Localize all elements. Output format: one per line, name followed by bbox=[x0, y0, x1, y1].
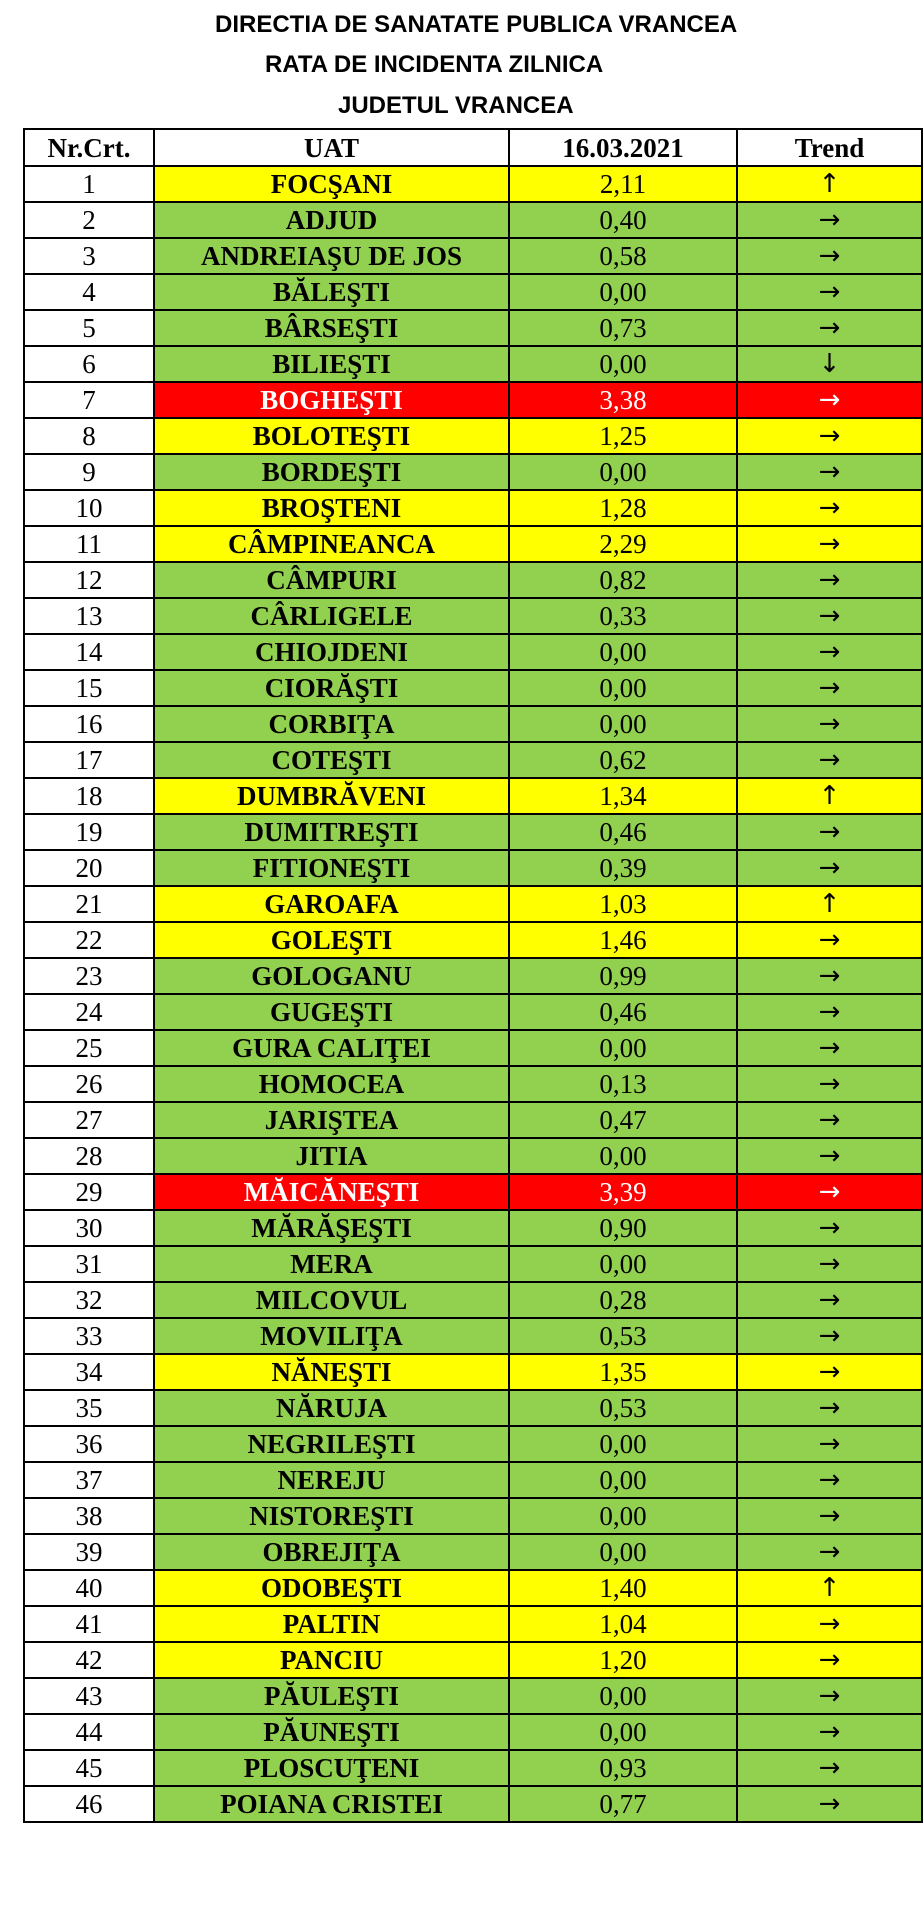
table-row bbox=[24, 526, 922, 562]
row-number: 11 bbox=[24, 526, 154, 562]
trend-arrow-icon: → bbox=[737, 1066, 922, 1102]
row-number: 15 bbox=[24, 670, 154, 706]
trend-arrow-icon: ↓ bbox=[737, 346, 922, 382]
incidence-value: 0,40 bbox=[509, 202, 737, 238]
incidence-table bbox=[23, 128, 923, 1823]
uat-name: OBREJIŢA bbox=[154, 1534, 509, 1570]
incidence-value: 0,00 bbox=[509, 1138, 737, 1174]
incidence-value: 0,28 bbox=[509, 1282, 737, 1318]
row-number: 32 bbox=[24, 1282, 154, 1318]
uat-name: CHIOJDENI bbox=[154, 634, 509, 670]
incidence-value: 3,38 bbox=[509, 382, 737, 418]
incidence-value: 0,00 bbox=[509, 1462, 737, 1498]
row-number: 12 bbox=[24, 562, 154, 598]
county-title: JUDETUL VRANCEA bbox=[338, 92, 574, 119]
incidence-value: 0,53 bbox=[509, 1390, 737, 1426]
uat-name: NISTOREŞTI bbox=[154, 1498, 509, 1534]
incidence-value: 0,47 bbox=[509, 1102, 737, 1138]
trend-arrow-icon: → bbox=[737, 1210, 922, 1246]
row-number: 27 bbox=[24, 1102, 154, 1138]
incidence-value: 1,46 bbox=[509, 922, 737, 958]
uat-name: CORBIŢA bbox=[154, 706, 509, 742]
trend-arrow-icon: → bbox=[737, 1354, 922, 1390]
table-row bbox=[24, 310, 922, 346]
trend-arrow-icon: → bbox=[737, 1786, 922, 1822]
incidence-value: 1,35 bbox=[509, 1354, 737, 1390]
uat-name: COTEŞTI bbox=[154, 742, 509, 778]
row-number: 28 bbox=[24, 1138, 154, 1174]
column-header-uat: UAT bbox=[154, 129, 509, 166]
uat-name: BÂRSEŞTI bbox=[154, 310, 509, 346]
uat-name: POIANA CRISTEI bbox=[154, 1786, 509, 1822]
table-row bbox=[24, 922, 922, 958]
trend-arrow-icon: → bbox=[737, 490, 922, 526]
incidence-value: 0,00 bbox=[509, 1714, 737, 1750]
document-header bbox=[0, 0, 924, 122]
incidence-value: 0,33 bbox=[509, 598, 737, 634]
incidence-value: 0,39 bbox=[509, 850, 737, 886]
table-row bbox=[24, 994, 922, 1030]
table-row bbox=[24, 1030, 922, 1066]
trend-arrow-icon: → bbox=[737, 958, 922, 994]
uat-name: JITIA bbox=[154, 1138, 509, 1174]
table-row bbox=[24, 1750, 922, 1786]
trend-arrow-icon: → bbox=[737, 562, 922, 598]
row-number: 44 bbox=[24, 1714, 154, 1750]
table-row bbox=[24, 1282, 922, 1318]
uat-name: ANDREIAŞU DE JOS bbox=[154, 238, 509, 274]
incidence-value: 0,99 bbox=[509, 958, 737, 994]
table-row bbox=[24, 202, 922, 238]
trend-arrow-icon: → bbox=[737, 1030, 922, 1066]
incidence-value: 1,03 bbox=[509, 886, 737, 922]
incidence-value: 0,00 bbox=[509, 1498, 737, 1534]
row-number: 43 bbox=[24, 1678, 154, 1714]
uat-name: BĂLEŞTI bbox=[154, 274, 509, 310]
incidence-value: 0,00 bbox=[509, 706, 737, 742]
uat-name: PALTIN bbox=[154, 1606, 509, 1642]
uat-name: ADJUD bbox=[154, 202, 509, 238]
incidence-value: 1,34 bbox=[509, 778, 737, 814]
uat-name: MILCOVUL bbox=[154, 1282, 509, 1318]
table-row bbox=[24, 1606, 922, 1642]
uat-name: MOVILIŢA bbox=[154, 1318, 509, 1354]
trend-arrow-icon: → bbox=[737, 634, 922, 670]
institution-title: DIRECTIA DE SANATATE PUBLICA VRANCEA bbox=[215, 11, 738, 38]
row-number: 21 bbox=[24, 886, 154, 922]
row-number: 17 bbox=[24, 742, 154, 778]
trend-arrow-icon: ↑ bbox=[737, 778, 922, 814]
table-row bbox=[24, 778, 922, 814]
incidence-value: 0,58 bbox=[509, 238, 737, 274]
table-row bbox=[24, 850, 922, 886]
uat-name: HOMOCEA bbox=[154, 1066, 509, 1102]
row-number: 5 bbox=[24, 310, 154, 346]
incidence-value: 0,00 bbox=[509, 1246, 737, 1282]
trend-arrow-icon: → bbox=[737, 454, 922, 490]
row-number: 41 bbox=[24, 1606, 154, 1642]
uat-name: PĂULEŞTI bbox=[154, 1678, 509, 1714]
incidence-value: 0,93 bbox=[509, 1750, 737, 1786]
incidence-value: 1,40 bbox=[509, 1570, 737, 1606]
incidence-value: 0,53 bbox=[509, 1318, 737, 1354]
table-row bbox=[24, 1642, 922, 1678]
trend-arrow-icon: → bbox=[737, 1246, 922, 1282]
uat-name: DUMBRĂVENI bbox=[154, 778, 509, 814]
row-number: 34 bbox=[24, 1354, 154, 1390]
table-row bbox=[24, 634, 922, 670]
trend-arrow-icon: → bbox=[737, 1138, 922, 1174]
incidence-value: 0,62 bbox=[509, 742, 737, 778]
row-number: 18 bbox=[24, 778, 154, 814]
row-number: 13 bbox=[24, 598, 154, 634]
trend-arrow-icon: → bbox=[737, 1498, 922, 1534]
trend-arrow-icon: → bbox=[737, 1678, 922, 1714]
row-number: 6 bbox=[24, 346, 154, 382]
trend-arrow-icon: → bbox=[737, 1714, 922, 1750]
uat-name: PĂUNEŞTI bbox=[154, 1714, 509, 1750]
incidence-value: 2,29 bbox=[509, 526, 737, 562]
incidence-value: 0,00 bbox=[509, 454, 737, 490]
row-number: 10 bbox=[24, 490, 154, 526]
uat-name: MĂICĂNEŞTI bbox=[154, 1174, 509, 1210]
table-row bbox=[24, 670, 922, 706]
uat-name: CÂRLIGELE bbox=[154, 598, 509, 634]
table-header-row bbox=[24, 129, 922, 166]
table-row bbox=[24, 562, 922, 598]
row-number: 35 bbox=[24, 1390, 154, 1426]
uat-name: GOLEŞTI bbox=[154, 922, 509, 958]
row-number: 2 bbox=[24, 202, 154, 238]
uat-name: ODOBEŞTI bbox=[154, 1570, 509, 1606]
row-number: 30 bbox=[24, 1210, 154, 1246]
table-row bbox=[24, 1318, 922, 1354]
incidence-value: 0,00 bbox=[509, 1678, 737, 1714]
column-header-nr: Nr.Crt. bbox=[24, 129, 154, 166]
uat-name: BROŞTENI bbox=[154, 490, 509, 526]
trend-arrow-icon: → bbox=[737, 670, 922, 706]
uat-name: NEREJU bbox=[154, 1462, 509, 1498]
trend-arrow-icon: → bbox=[737, 526, 922, 562]
table-row bbox=[24, 814, 922, 850]
trend-arrow-icon: → bbox=[737, 922, 922, 958]
incidence-value: 1,20 bbox=[509, 1642, 737, 1678]
table-row bbox=[24, 166, 922, 202]
row-number: 38 bbox=[24, 1498, 154, 1534]
row-number: 42 bbox=[24, 1642, 154, 1678]
trend-arrow-icon: → bbox=[737, 1750, 922, 1786]
uat-name: DUMITREŞTI bbox=[154, 814, 509, 850]
trend-arrow-icon: → bbox=[737, 1282, 922, 1318]
trend-arrow-icon: → bbox=[737, 1174, 922, 1210]
row-number: 14 bbox=[24, 634, 154, 670]
table-row bbox=[24, 1498, 922, 1534]
table-row bbox=[24, 1246, 922, 1282]
row-number: 37 bbox=[24, 1462, 154, 1498]
table-row bbox=[24, 490, 922, 526]
incidence-value: 0,13 bbox=[509, 1066, 737, 1102]
trend-arrow-icon: → bbox=[737, 850, 922, 886]
incidence-value: 1,28 bbox=[509, 490, 737, 526]
trend-arrow-icon: ↑ bbox=[737, 886, 922, 922]
table-row bbox=[24, 454, 922, 490]
uat-name: MĂRĂŞEŞTI bbox=[154, 1210, 509, 1246]
trend-arrow-icon: → bbox=[737, 1318, 922, 1354]
uat-name: PANCIU bbox=[154, 1642, 509, 1678]
table-row bbox=[24, 346, 922, 382]
row-number: 1 bbox=[24, 166, 154, 202]
table-row bbox=[24, 274, 922, 310]
table-row bbox=[24, 238, 922, 274]
trend-arrow-icon: ↑ bbox=[737, 1570, 922, 1606]
uat-name: BOLOTEŞTI bbox=[154, 418, 509, 454]
incidence-value: 0,73 bbox=[509, 310, 737, 346]
incidence-value: 0,00 bbox=[509, 274, 737, 310]
uat-name: BORDEŞTI bbox=[154, 454, 509, 490]
uat-name: CÂMPINEANCA bbox=[154, 526, 509, 562]
table-row bbox=[24, 706, 922, 742]
table-row bbox=[24, 1462, 922, 1498]
uat-name: BILIEŞTI bbox=[154, 346, 509, 382]
incidence-value: 0,90 bbox=[509, 1210, 737, 1246]
uat-name: NEGRILEŞTI bbox=[154, 1426, 509, 1462]
incidence-value: 0,00 bbox=[509, 1030, 737, 1066]
table-row bbox=[24, 1102, 922, 1138]
row-number: 46 bbox=[24, 1786, 154, 1822]
row-number: 8 bbox=[24, 418, 154, 454]
incidence-value: 1,25 bbox=[509, 418, 737, 454]
row-number: 9 bbox=[24, 454, 154, 490]
table-row bbox=[24, 1174, 922, 1210]
table-row bbox=[24, 1066, 922, 1102]
trend-arrow-icon: ↑ bbox=[737, 166, 922, 202]
uat-name: GUGEŞTI bbox=[154, 994, 509, 1030]
incidence-value: 0,46 bbox=[509, 994, 737, 1030]
incidence-value: 0,00 bbox=[509, 1534, 737, 1570]
trend-arrow-icon: → bbox=[737, 706, 922, 742]
trend-arrow-icon: → bbox=[737, 742, 922, 778]
uat-name: GURA CALIŢEI bbox=[154, 1030, 509, 1066]
row-number: 40 bbox=[24, 1570, 154, 1606]
table-row bbox=[24, 418, 922, 454]
row-number: 33 bbox=[24, 1318, 154, 1354]
row-number: 39 bbox=[24, 1534, 154, 1570]
incidence-value: 0,46 bbox=[509, 814, 737, 850]
table-row bbox=[24, 886, 922, 922]
table-row bbox=[24, 1714, 922, 1750]
trend-arrow-icon: → bbox=[737, 1606, 922, 1642]
trend-arrow-icon: → bbox=[737, 1462, 922, 1498]
trend-arrow-icon: → bbox=[737, 994, 922, 1030]
incidence-value: 0,82 bbox=[509, 562, 737, 598]
uat-name: PLOSCUŢENI bbox=[154, 1750, 509, 1786]
trend-arrow-icon: → bbox=[737, 814, 922, 850]
row-number: 24 bbox=[24, 994, 154, 1030]
row-number: 22 bbox=[24, 922, 154, 958]
incidence-value: 3,39 bbox=[509, 1174, 737, 1210]
column-header-date: 16.03.2021 bbox=[509, 129, 737, 166]
table-row bbox=[24, 1534, 922, 1570]
row-number: 7 bbox=[24, 382, 154, 418]
row-number: 26 bbox=[24, 1066, 154, 1102]
trend-arrow-icon: → bbox=[737, 1426, 922, 1462]
row-number: 25 bbox=[24, 1030, 154, 1066]
uat-name: MERA bbox=[154, 1246, 509, 1282]
trend-arrow-icon: → bbox=[737, 310, 922, 346]
uat-name: CÂMPURI bbox=[154, 562, 509, 598]
trend-arrow-icon: → bbox=[737, 274, 922, 310]
incidence-value: 0,00 bbox=[509, 346, 737, 382]
trend-arrow-icon: → bbox=[737, 1642, 922, 1678]
table-row bbox=[24, 1354, 922, 1390]
trend-arrow-icon: → bbox=[737, 202, 922, 238]
incidence-value: 0,00 bbox=[509, 1426, 737, 1462]
incidence-value: 0,00 bbox=[509, 670, 737, 706]
table-row bbox=[24, 1426, 922, 1462]
trend-arrow-icon: → bbox=[737, 418, 922, 454]
trend-arrow-icon: → bbox=[737, 1534, 922, 1570]
incidence-value: 1,04 bbox=[509, 1606, 737, 1642]
row-number: 36 bbox=[24, 1426, 154, 1462]
table-row bbox=[24, 1138, 922, 1174]
uat-name: GAROAFA bbox=[154, 886, 509, 922]
row-number: 31 bbox=[24, 1246, 154, 1282]
table-body bbox=[24, 166, 922, 1822]
table-row bbox=[24, 958, 922, 994]
table-row bbox=[24, 742, 922, 778]
uat-name: JARIŞTEA bbox=[154, 1102, 509, 1138]
table-row bbox=[24, 1570, 922, 1606]
uat-name: FOCŞANI bbox=[154, 166, 509, 202]
uat-name: GOLOGANU bbox=[154, 958, 509, 994]
incidence-value: 0,00 bbox=[509, 634, 737, 670]
row-number: 4 bbox=[24, 274, 154, 310]
row-number: 45 bbox=[24, 1750, 154, 1786]
row-number: 3 bbox=[24, 238, 154, 274]
uat-name: BOGHEŞTI bbox=[154, 382, 509, 418]
column-header-trend: Trend bbox=[737, 129, 922, 166]
row-number: 20 bbox=[24, 850, 154, 886]
row-number: 29 bbox=[24, 1174, 154, 1210]
table-row bbox=[24, 1390, 922, 1426]
table-row bbox=[24, 1678, 922, 1714]
row-number: 16 bbox=[24, 706, 154, 742]
trend-arrow-icon: → bbox=[737, 1390, 922, 1426]
uat-name: NĂRUJA bbox=[154, 1390, 509, 1426]
row-number: 19 bbox=[24, 814, 154, 850]
trend-arrow-icon: → bbox=[737, 382, 922, 418]
incidence-value: 2,11 bbox=[509, 166, 737, 202]
table-row bbox=[24, 598, 922, 634]
table-row bbox=[24, 1786, 922, 1822]
uat-name: CIORĂŞTI bbox=[154, 670, 509, 706]
table-row bbox=[24, 1210, 922, 1246]
uat-name: NĂNEŞTI bbox=[154, 1354, 509, 1390]
trend-arrow-icon: → bbox=[737, 598, 922, 634]
table-row bbox=[24, 382, 922, 418]
uat-name: FITIONEŞTI bbox=[154, 850, 509, 886]
incidence-value: 0,77 bbox=[509, 1786, 737, 1822]
report-title: RATA DE INCIDENTA ZILNICA bbox=[265, 51, 604, 78]
row-number: 23 bbox=[24, 958, 154, 994]
trend-arrow-icon: → bbox=[737, 238, 922, 274]
trend-arrow-icon: → bbox=[737, 1102, 922, 1138]
